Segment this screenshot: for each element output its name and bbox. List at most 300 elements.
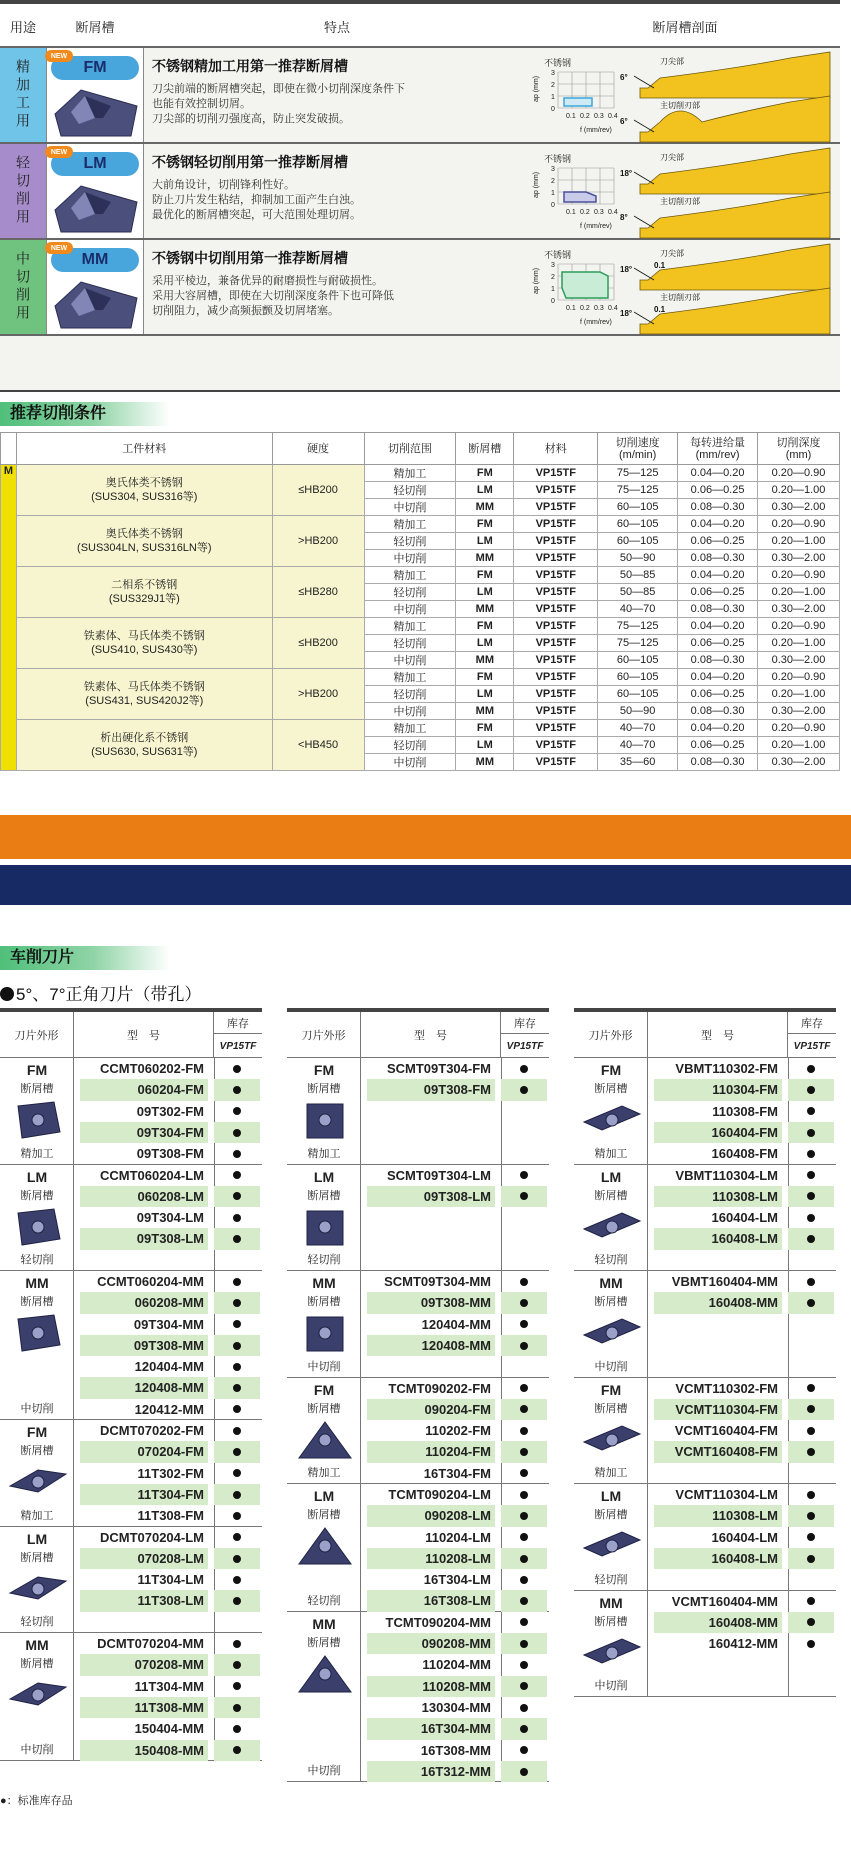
insert-model-row[interactable]	[574, 1399, 836, 1420]
cond-row	[1, 669, 840, 686]
material-name: 二相系不锈钢	[111, 579, 178, 591]
stock-indicator	[214, 1101, 260, 1122]
x-tick: 0.4	[608, 305, 618, 312]
insert-model-row[interactable]	[574, 1122, 836, 1143]
cutting-speed: 50—90	[598, 703, 678, 720]
groove-profile	[620, 244, 830, 290]
application-label: 精加工	[594, 1467, 628, 1479]
insert-model-number: 110204-MM	[422, 1657, 491, 1673]
stock-indicator	[788, 1292, 834, 1313]
insert-model-row[interactable]	[287, 1378, 549, 1399]
stock-dot-icon	[807, 1150, 815, 1158]
insert-model-row[interactable]	[287, 1740, 549, 1761]
stock-dot-icon	[520, 1469, 528, 1477]
stock-indicator	[501, 1079, 547, 1100]
insert-model-row[interactable]	[287, 1292, 549, 1313]
insert-group-lm	[0, 1527, 262, 1634]
insert-model-row[interactable]	[0, 1569, 262, 1590]
groove: LM	[456, 635, 514, 652]
square-insert-icon	[295, 1098, 355, 1142]
stock-indicator	[788, 1612, 834, 1633]
insert-model-row[interactable]	[287, 1186, 549, 1207]
application-label: 轻切削	[594, 1254, 628, 1266]
insert-model-number: SCMT09T304-LM	[386, 1167, 491, 1183]
insert-model-number: 16T304-FM	[423, 1465, 491, 1481]
insert-model-number: 120412-MM	[134, 1401, 204, 1417]
stock-indicator	[788, 1505, 834, 1526]
depth: 0.30—2.00	[758, 499, 840, 516]
insert-model-row[interactable]	[574, 1207, 836, 1228]
cond-header-cell: 硬度	[272, 433, 364, 465]
depth: 0.20—0.90	[758, 465, 840, 482]
stock-indicator	[501, 1527, 547, 1548]
insert-model-row[interactable]	[0, 1590, 262, 1611]
stock-dot-icon	[520, 1768, 528, 1776]
recommended-region	[564, 192, 596, 202]
stock-indicator	[214, 1314, 260, 1335]
feed: 0.04—0.20	[678, 669, 758, 686]
rhombus-35-insert-icon	[582, 1311, 642, 1355]
insert-model-row[interactable]	[574, 1633, 836, 1654]
stock-dot-icon	[807, 1235, 815, 1243]
insert-model-row[interactable]	[0, 1271, 262, 1292]
insert-model-number: 160408-LM	[654, 1228, 782, 1249]
groove: FM	[456, 567, 514, 584]
insert-model-row[interactable]	[0, 1165, 262, 1186]
stock-indicator	[788, 1058, 834, 1079]
x-tick: 0.2	[580, 113, 590, 120]
stock-dot-icon	[520, 1086, 528, 1094]
application-label: 轻切削	[594, 1573, 628, 1586]
insert-model-row[interactable]	[0, 1356, 262, 1377]
feed: 0.04—0.20	[678, 720, 758, 737]
insert-model-row[interactable]	[574, 1228, 836, 1249]
stock-dot-icon	[233, 1725, 241, 1733]
land-width-label: 0.1	[654, 305, 666, 314]
insert-icon-wrap	[295, 1205, 355, 1252]
rake-angle-label: 6°	[620, 73, 628, 82]
stock-indicator	[788, 1527, 834, 1548]
insert-model-row[interactable]	[574, 1292, 836, 1313]
stock-dot-icon	[520, 1448, 528, 1456]
profile-label: 主切削刃部	[660, 101, 700, 110]
depth: 0.20—1.00	[758, 686, 840, 703]
insert-model-row[interactable]	[574, 1548, 836, 1569]
y-axis-label: ap (mm)	[533, 267, 540, 294]
depth: 0.30—2.00	[758, 601, 840, 618]
stock-indicator	[788, 1420, 834, 1441]
stock-dot-icon	[233, 1405, 241, 1413]
insert-model-number: 110308-FM	[712, 1103, 778, 1119]
stock-dot-icon	[807, 1491, 815, 1499]
insert-model-row[interactable]	[574, 1101, 836, 1122]
insert-model-row[interactable]	[0, 1548, 262, 1569]
depth: 0.20—0.90	[758, 669, 840, 686]
insert-model-number: 09T304-LM	[136, 1210, 204, 1226]
insert-model-number: 110204-LM	[425, 1529, 491, 1545]
feed: 0.04—0.20	[678, 567, 758, 584]
groove-row-fm	[0, 48, 840, 144]
insert-model-number: VCMT160404-FM	[674, 1423, 778, 1439]
insert-model-row[interactable]	[287, 1527, 549, 1548]
insert-model-row[interactable]	[0, 1143, 262, 1164]
cutting-speed: 60—105	[598, 652, 678, 669]
insert-model-row[interactable]	[287, 1612, 549, 1633]
insert-model-number: 11T304-MM	[134, 1678, 204, 1694]
insert-model-row[interactable]	[574, 1441, 836, 1462]
cutting-range: 精加工	[364, 516, 456, 533]
header-features: 特点	[323, 19, 350, 35]
insert-model-row[interactable]	[574, 1143, 836, 1164]
stock-indicator	[214, 1441, 260, 1462]
insert-model-row[interactable]	[574, 1186, 836, 1207]
stock-dot-icon	[520, 1171, 528, 1179]
insert-model-number: TCMT090204-LM	[388, 1487, 491, 1502]
insert-model-row[interactable]	[0, 1377, 262, 1398]
insert-model-number: 160408-MM	[654, 1612, 782, 1633]
depth: 0.30—2.00	[758, 652, 840, 669]
depth: 0.30—2.00	[758, 703, 840, 720]
stock-dot-icon	[807, 1299, 815, 1307]
new-badge: NEW	[45, 146, 73, 158]
material-name: 奥氏体类不锈钢	[105, 477, 183, 489]
insert-model-row[interactable]	[0, 1079, 262, 1100]
insert-group-lm	[287, 1484, 549, 1612]
stock-indicator	[501, 1186, 547, 1207]
insert-model-row[interactable]	[0, 1207, 262, 1228]
stock-indicator	[788, 1165, 834, 1186]
insert-photo-icon	[51, 180, 141, 236]
insert-model-row[interactable]	[0, 1335, 262, 1356]
insert-model-number: 150408-MM	[80, 1740, 208, 1761]
insert-model-row[interactable]	[287, 1761, 549, 1782]
insert-model-row[interactable]	[0, 1441, 262, 1462]
y-tick: 3	[551, 70, 555, 77]
x-tick: 0.2	[580, 305, 590, 312]
cutting-range: 轻切削	[364, 686, 456, 703]
y-tick: 2	[551, 274, 555, 281]
insert-model-row[interactable]	[287, 1441, 549, 1462]
insert-model-row[interactable]	[287, 1484, 549, 1505]
insert-model-row[interactable]	[287, 1548, 549, 1569]
application-label: 中切削	[20, 1403, 54, 1416]
x-axis-label: f (mm/rev)	[580, 319, 612, 326]
insert-model-number: 16T312-MM	[367, 1761, 495, 1782]
stock-dot-icon	[233, 1214, 241, 1222]
stock-dot-icon	[520, 1384, 528, 1392]
groove-picture	[46, 48, 144, 142]
insert-model-number: 160404-LM	[711, 1210, 778, 1226]
insert-table-3	[574, 1008, 836, 1697]
groove-section-area	[530, 240, 840, 334]
cond-header-cell: 每转进给量 (mm/rev)	[678, 433, 758, 465]
insert-model-row[interactable]	[287, 1505, 549, 1526]
x-tick: 0.1	[566, 305, 576, 312]
insert-model-row[interactable]	[574, 1505, 836, 1526]
insert-photo-icon	[51, 276, 141, 332]
hardness: ≤HB200	[272, 618, 364, 669]
recommended-region	[564, 98, 592, 106]
insert-group-fm	[287, 1378, 549, 1485]
groove-label: 断屑槽	[20, 1445, 54, 1458]
groove: MM	[456, 499, 514, 516]
stock-dot-icon	[233, 1704, 241, 1712]
hardness: ≤HB200	[272, 465, 364, 516]
insert-model-row[interactable]	[574, 1484, 836, 1505]
groove-profile	[620, 96, 830, 142]
grade: VP15TF	[514, 635, 598, 652]
x-tick: 0.4	[608, 209, 618, 216]
header-groove: 断屑槽	[75, 19, 115, 35]
y-tick: 1	[551, 286, 555, 293]
groove-features	[152, 152, 532, 223]
feed: 0.04—0.20	[678, 618, 758, 635]
insert-model-row[interactable]	[0, 1122, 262, 1143]
grade: VP15TF	[514, 550, 598, 567]
grade: VP15TF	[514, 618, 598, 635]
insert-group-lm	[574, 1484, 836, 1591]
cond-header-cell: 材料	[514, 433, 598, 465]
insert-model-number: 110308-LM	[654, 1186, 782, 1207]
stock-indicator	[788, 1186, 834, 1207]
feed: 0.06—0.25	[678, 482, 758, 499]
insert-model-row[interactable]	[0, 1314, 262, 1335]
cutting-speed: 60—105	[598, 516, 678, 533]
insert-model-number: 160404-LM	[711, 1529, 778, 1545]
insert-model-row[interactable]	[574, 1420, 836, 1441]
insert-model-row[interactable]	[287, 1676, 549, 1697]
feature-line: 刀尖部的切削刃强度高，防止突发破损。	[152, 113, 350, 125]
y-tick: 3	[551, 262, 555, 269]
header-shape: 刀片外形	[287, 1012, 361, 1058]
stock-dot-icon	[233, 1235, 241, 1243]
cutting-range: 精加工	[364, 465, 456, 482]
stock-dot-icon	[233, 1555, 241, 1563]
depth: 0.20—1.00	[758, 584, 840, 601]
stock-indicator	[214, 1292, 260, 1313]
header-stock: 库存	[501, 1012, 549, 1034]
insert-model-row[interactable]	[287, 1058, 549, 1079]
groove-code: MM	[25, 1275, 49, 1291]
header-shape: 刀片外形	[0, 1012, 74, 1058]
stock-dot-icon	[233, 1320, 241, 1328]
groove-code: MM	[312, 1275, 336, 1291]
grade: VP15TF	[514, 567, 598, 584]
cutting-speed: 60—105	[598, 686, 678, 703]
stock-indicator	[788, 1399, 834, 1420]
insert-model-number: 110304-FM	[654, 1079, 782, 1100]
insert-model-number: 150404-MM	[134, 1721, 204, 1737]
insert-model-row[interactable]	[287, 1590, 549, 1611]
groove: FM	[456, 720, 514, 737]
stock-dot-icon	[233, 1491, 241, 1499]
stock-dot-icon	[233, 1746, 241, 1754]
insert-model-row[interactable]	[287, 1463, 549, 1484]
depth: 0.20—1.00	[758, 533, 840, 550]
material-name: 奥氏体类不锈钢	[105, 528, 183, 540]
application-label: 轻切削	[20, 1616, 54, 1629]
insert-model-row[interactable]	[0, 1740, 262, 1761]
stock-dot-icon	[233, 1597, 241, 1605]
groove-section-area	[530, 144, 840, 238]
insert-model-row[interactable]	[574, 1612, 836, 1633]
cutting-speed: 50—85	[598, 567, 678, 584]
insert-model-number: 16T308-LM	[367, 1590, 495, 1611]
feed: 0.08—0.30	[678, 499, 758, 516]
rake-angle-label: 6°	[620, 117, 628, 126]
stock-dot-icon	[807, 1065, 815, 1073]
grade: VP15TF	[514, 516, 598, 533]
insert-model-row[interactable]	[0, 1697, 262, 1718]
y-tick: 2	[551, 178, 555, 185]
insert-group-fm	[0, 1058, 262, 1165]
stock-indicator	[214, 1335, 260, 1356]
work-material	[16, 516, 272, 567]
groove-code: MM	[312, 1615, 336, 1632]
cutting-range: 中切削	[364, 499, 456, 516]
insert-model-row[interactable]	[287, 1165, 549, 1186]
groove-profile	[620, 192, 830, 238]
insert-model-row[interactable]	[0, 1420, 262, 1441]
insert-model-row[interactable]	[574, 1058, 836, 1079]
insert-model-row[interactable]	[0, 1633, 262, 1654]
insert-model-number: SCMT09T304-MM	[384, 1274, 491, 1289]
grade: VP15TF	[514, 499, 598, 516]
insert-model-row[interactable]	[574, 1527, 836, 1548]
insert-model-row[interactable]	[0, 1228, 262, 1249]
stock-indicator	[214, 1590, 260, 1611]
stock-indicator	[501, 1441, 547, 1462]
material-name: 析出硬化系不锈钢	[100, 732, 189, 744]
orange-divider-band	[0, 815, 851, 859]
feed: 0.08—0.30	[678, 601, 758, 618]
groove-code: LM	[313, 1488, 335, 1504]
groove-label: 断屑槽	[594, 1189, 628, 1202]
header-stock: 库存	[214, 1012, 262, 1034]
insert-model-row[interactable]	[0, 1101, 262, 1122]
insert-model-row[interactable]	[574, 1079, 836, 1100]
insert-model-row[interactable]	[287, 1697, 549, 1718]
stock-indicator	[214, 1484, 260, 1505]
stock-dot-icon	[807, 1555, 815, 1563]
stock-indicator	[501, 1740, 547, 1761]
insert-model-row[interactable]	[287, 1654, 549, 1675]
insert-model-row[interactable]	[287, 1569, 549, 1590]
insert-model-number: 160404-FM	[654, 1122, 782, 1143]
header-stock: 库存	[788, 1012, 836, 1034]
stock-dot-icon	[233, 1640, 241, 1648]
insert-model-number: 09T308-FM	[367, 1079, 495, 1100]
insert-group-lm	[0, 1165, 262, 1272]
stock-indicator	[214, 1527, 260, 1548]
insert-model-number: 09T304-MM	[133, 1316, 204, 1332]
stock-indicator	[788, 1143, 834, 1164]
insert-model-row[interactable]	[0, 1527, 262, 1548]
insert-model-row[interactable]	[287, 1420, 549, 1441]
insert-model-row[interactable]	[0, 1505, 262, 1526]
insert-model-row[interactable]	[574, 1165, 836, 1186]
stock-dot-icon	[807, 1597, 815, 1605]
insert-model-number: DCMT070204-MM	[97, 1636, 204, 1652]
chip-control-chart	[530, 240, 840, 336]
insert-model-number: 16T304-LM	[423, 1572, 491, 1588]
insert-model-row[interactable]	[574, 1271, 836, 1292]
insert-model-row[interactable]	[574, 1591, 836, 1612]
insert-model-row[interactable]	[287, 1271, 549, 1292]
insert-model-number: 060208-MM	[80, 1292, 208, 1313]
stock-dot-icon	[520, 1640, 528, 1648]
stock-indicator	[214, 1271, 260, 1292]
stock-dot-icon	[233, 1682, 241, 1690]
groove-code: LM	[26, 1168, 48, 1185]
groove-section-area	[530, 48, 840, 142]
header-model: 型 号	[648, 1012, 788, 1058]
cutting-speed: 50—90	[598, 550, 678, 567]
material-grade: (SUS304LN, SUS316LN等)	[77, 542, 212, 554]
insert-model-row[interactable]	[0, 1654, 262, 1675]
insert-model-row[interactable]	[287, 1399, 549, 1420]
rake-angle-label: 18°	[620, 265, 633, 274]
insert-model-number: 070208-MM	[80, 1654, 208, 1675]
insert-model-row[interactable]	[287, 1718, 549, 1739]
insert-model-row[interactable]	[287, 1079, 549, 1100]
groove-code: MM	[599, 1275, 623, 1291]
insert-model-row[interactable]	[0, 1718, 262, 1739]
insert-group-mm	[287, 1271, 549, 1378]
insert-model-row[interactable]	[287, 1633, 549, 1654]
groove-label: 断屑槽	[594, 1615, 628, 1628]
stock-dot-icon	[807, 1427, 815, 1435]
header-shape: 刀片外形	[574, 1012, 648, 1058]
insert-model-row[interactable]	[0, 1058, 262, 1079]
y-tick: 2	[551, 82, 555, 89]
insert-model-row[interactable]	[287, 1314, 549, 1335]
cutting-speed: 40—70	[598, 737, 678, 754]
stock-indicator	[788, 1378, 834, 1399]
insert-model-row[interactable]	[574, 1378, 836, 1399]
stock-indicator	[501, 1569, 547, 1590]
groove-overview-table	[0, 0, 840, 392]
stock-indicator	[214, 1186, 260, 1207]
stock-indicator	[501, 1484, 547, 1505]
groove-code-badge: LM	[51, 152, 139, 176]
insert-model-row[interactable]	[287, 1335, 549, 1356]
insert-model-row[interactable]	[0, 1676, 262, 1697]
insert-model-row[interactable]	[0, 1463, 262, 1484]
work-material	[16, 465, 272, 516]
stock-indicator	[214, 1165, 260, 1186]
stock-indicator	[214, 1548, 260, 1569]
profile-label: 刀尖部	[660, 249, 684, 258]
depth: 0.30—2.00	[758, 550, 840, 567]
insert-model-row[interactable]	[0, 1399, 262, 1420]
cutting-range: 中切削	[364, 754, 456, 771]
stock-indicator	[788, 1207, 834, 1228]
insert-model-number: SCMT09T304-FM	[386, 1061, 491, 1076]
material-grade: (SUS410, SUS430等)	[91, 644, 198, 656]
insert-model-row[interactable]	[0, 1484, 262, 1505]
insert-model-row[interactable]	[0, 1292, 262, 1313]
insert-model-row[interactable]	[0, 1186, 262, 1207]
groove-features	[152, 248, 532, 319]
cond-header-cell: 工件材料	[16, 433, 272, 465]
groove-profile	[620, 288, 830, 334]
stock-dot-icon	[520, 1065, 528, 1073]
groove-features	[152, 56, 532, 127]
insert-model-number: VCMT160404-MM	[671, 1593, 778, 1609]
stock-dot-icon	[233, 1363, 241, 1371]
groove-label: 断屑槽	[20, 1296, 54, 1308]
